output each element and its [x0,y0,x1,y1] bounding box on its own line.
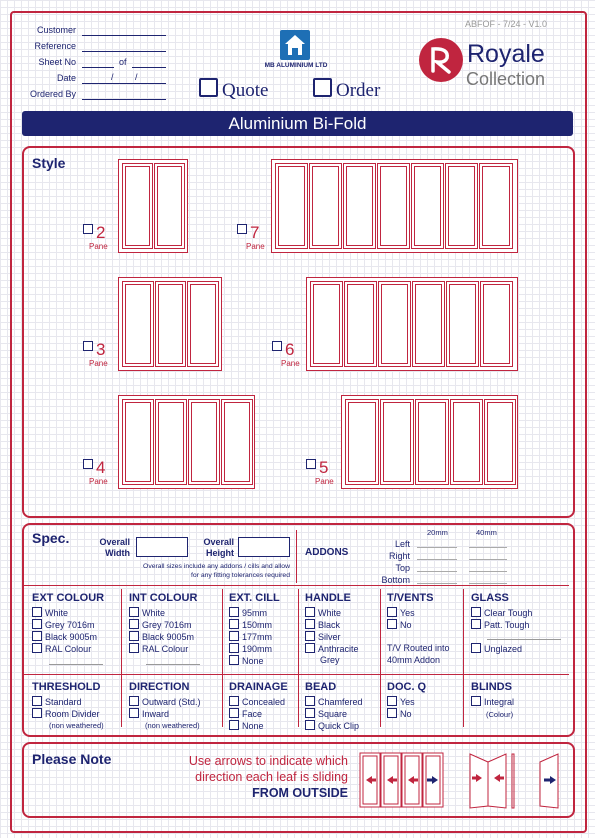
spec-col-divider-3 [298,589,299,727]
checkbox[interactable] [387,607,397,617]
ext-colour-title: EXT COLOUR [32,592,105,604]
addon-bottom-20[interactable] [417,583,457,584]
ext-cill-95[interactable]: 95mm [229,607,267,619]
quote-option[interactable] [199,78,268,102]
addon-right-40[interactable] [469,559,507,560]
order-checkbox[interactable] [313,78,332,97]
direction-inward[interactable]: Inward [129,708,169,720]
direction-note: (non weathered) [145,721,200,730]
checkbox[interactable] [32,696,42,706]
addon-right-20[interactable] [417,559,457,560]
order-option[interactable] [313,78,380,102]
bead-title: BEAD [305,681,337,693]
ext-cill-190[interactable]: 190mm [229,643,272,655]
ext-colour-white[interactable]: White [32,607,68,619]
ext-colour-ral[interactable]: RAL Colour [32,643,91,655]
checkbox[interactable] [32,631,42,641]
int-colour-title: INT COLOUR [129,592,198,604]
sheet-no-label: Sheet No [38,57,76,67]
glass-clear[interactable]: Clear Tough [471,607,532,619]
ext-colour-ral-field[interactable] [49,664,103,665]
sliding-direction-diagram [358,750,568,810]
checkbox[interactable] [471,607,481,617]
blinds-colour-note: (Colour) [486,710,514,719]
form-title: Aluminium Bi-Fold [22,111,573,136]
bead-quick-clip[interactable]: Quick Clip [305,720,359,732]
int-colour-white[interactable]: White [129,607,165,619]
checkbox[interactable] [229,720,239,730]
checkbox[interactable] [32,643,42,653]
collection-brand: Collection [466,69,546,89]
checkbox[interactable] [229,619,239,629]
checkbox[interactable] [229,631,239,641]
checkbox[interactable] [229,655,239,665]
drainage-none[interactable]: None [229,720,264,732]
doc-q-yes[interactable]: Yes [387,696,415,708]
addon-col-20mm: 20mm [427,528,448,537]
int-colour-grey[interactable]: Grey 7016m [129,619,192,631]
spec-col-divider-4 [380,589,381,727]
checkbox[interactable] [229,643,239,653]
checkbox[interactable] [129,708,139,718]
checkbox[interactable] [471,643,481,653]
customer-field[interactable] [82,35,166,36]
glass-unglazed[interactable]: Unglazed [471,643,522,655]
spec-col-divider-2 [222,589,223,727]
customer-label: Customer [36,25,76,35]
house-icon [280,30,310,60]
addon-left-label: Left [394,539,410,549]
checkbox[interactable] [129,631,139,641]
drainage-title: DRAINAGE [229,681,288,693]
checkbox[interactable] [129,696,139,706]
ordered-by-field[interactable] [82,99,166,100]
r-monogram-icon [419,38,463,82]
mb-logo [280,30,310,60]
pane-label: Pane [89,477,108,486]
date-sep-2: / [135,72,138,82]
date-label: Date [56,73,76,83]
int-colour-black[interactable]: Black 9005m [129,631,194,643]
ordered-by-label: Ordered By [29,89,76,99]
int-colour-ral-field[interactable] [146,664,200,665]
style-2-checkbox[interactable] [83,224,93,234]
doc-q-no[interactable]: No [387,708,412,720]
checkbox[interactable] [305,607,315,617]
style-option-7[interactable] [237,223,265,251]
doc-q-title: DOC. Q [387,681,427,693]
bead-square[interactable]: Square [305,708,347,720]
please-note-line-1: Use arrows to indicate which [188,754,348,768]
addon-top-20[interactable] [417,571,457,572]
style-3-checkbox[interactable] [83,341,93,351]
blinds-integral[interactable]: Integral [471,696,514,708]
checkbox[interactable] [129,607,139,617]
drainage-concealed[interactable]: Concealed [229,696,285,708]
please-note-line-3: FROM OUTSIDE [252,786,348,800]
spec-divider [296,530,297,583]
handle-title: HANDLE [305,592,351,604]
tvents-note-1: T/V Routed into [387,643,450,653]
direction-outward[interactable]: Outward (Std.) [129,696,201,708]
quote-checkbox[interactable] [199,78,218,97]
style-6-number: 6 [285,340,295,359]
style-heading: Style [32,155,66,171]
checkbox[interactable] [305,631,315,641]
spec-heading: Spec. [32,530,70,546]
style-4-checkbox[interactable] [83,459,93,469]
order-label: Order [336,80,381,101]
addon-top-40[interactable] [469,571,507,572]
int-colour-ral[interactable]: RAL Colour [129,643,188,655]
handle-anthracite[interactable]: Anthracite [305,643,359,655]
glass-patt[interactable]: Patt. Tough [471,619,529,631]
please-note-heading: Please Note [32,751,112,767]
style-5-number: 5 [319,458,329,477]
glass-title: GLASS [471,592,509,604]
window-2-pane [118,159,188,253]
spec-col-divider-1 [121,589,122,727]
blinds-title: BLINDS [471,681,512,693]
sheet-total-field[interactable] [132,67,166,68]
addon-left-40[interactable] [469,547,507,548]
ext-cill-177[interactable]: 177mm [229,631,272,643]
addon-bottom-label: Bottom [381,575,410,585]
tvents-note-2: 40mm Addon [387,655,441,665]
spec-row-divider-2 [24,674,569,675]
threshold-room-divider[interactable]: Room Divider [32,708,100,720]
checkbox[interactable] [229,607,239,617]
checkbox[interactable] [387,708,397,718]
overall-height-label: Overall Height [203,537,234,558]
checkbox[interactable] [305,720,315,730]
style-5-checkbox[interactable] [306,459,316,469]
threshold-note: (non weathered) [49,721,104,730]
date-sep-1: / [111,72,114,82]
ext-cill-150[interactable]: 150mm [229,619,272,631]
spec-col-divider-5 [463,589,464,727]
please-note-text [150,753,348,801]
checkbox[interactable] [229,696,239,706]
glass-other-field[interactable] [487,639,561,640]
sheet-no-field[interactable] [82,67,114,68]
ext-cill-title: EXT. CILL [229,592,280,604]
addon-top-label: Top [395,563,410,573]
overall-width-input[interactable] [136,537,188,557]
addon-left-20[interactable] [417,547,457,548]
style-option-4[interactable] [83,458,108,486]
checkbox[interactable] [129,643,139,653]
style-option-3[interactable] [83,340,108,368]
window-5-pane [341,395,518,489]
window-7-pane [271,159,518,253]
pane-label: Pane [89,242,108,251]
checkbox[interactable] [471,696,481,706]
checkbox[interactable] [32,708,42,718]
tvents-title: T/VENTS [387,592,434,604]
window-4-pane [118,395,255,489]
checkbox[interactable] [229,708,239,718]
checkbox[interactable] [305,696,315,706]
handle-silver[interactable]: Silver [305,631,341,643]
bead-chamfered[interactable]: Chamfered [305,696,363,708]
direction-title: DIRECTION [129,681,190,693]
royale-logo-mark [419,38,463,82]
style-3-number: 3 [96,340,106,359]
overall-sizes-note-2: for any fitting tolerances required [191,572,290,579]
addon-right-label: Right [388,551,410,561]
checkbox[interactable] [32,607,42,617]
sheet-of-label: of [119,57,127,67]
overall-sizes-note-1: Overall sizes include any addons / cills and allow [143,563,290,570]
threshold-title: THRESHOLD [32,681,101,693]
style-7-checkbox[interactable] [237,224,247,234]
window-6-pane [306,277,518,371]
handle-black[interactable]: Black [305,619,340,631]
checkbox[interactable] [305,643,315,653]
date-field[interactable] [82,83,166,84]
style-option-5[interactable] [306,458,334,486]
checkbox[interactable] [471,619,481,629]
checkbox[interactable] [387,696,397,706]
checkbox[interactable] [387,619,397,629]
please-note-line-2: direction each leaf is sliding [195,770,348,784]
pane-label: Pane [89,359,108,368]
style-4-number: 4 [96,458,106,477]
window-3-pane [118,277,222,371]
drainage-face[interactable]: Face [229,708,262,720]
handle-anthracite-grey: Grey [320,655,340,665]
overall-height-input[interactable] [238,537,290,557]
style-6-checkbox[interactable] [272,341,282,351]
overall-width-label: Overall Width [99,537,130,558]
ext-colour-black[interactable]: Black 9005m [32,631,97,643]
checkbox[interactable] [305,619,315,629]
spec-row-divider-1 [24,585,569,586]
reference-field[interactable] [82,51,166,52]
checkbox[interactable] [129,619,139,629]
handle-white[interactable]: White [305,607,341,619]
reference-label: Reference [34,41,76,51]
addon-bottom-40[interactable] [469,583,507,584]
threshold-standard[interactable]: Standard [32,696,82,708]
quote-label: Quote [222,80,269,101]
style-2-number: 2 [96,223,106,242]
pane-label: Pane [315,477,334,486]
ext-cill-none[interactable]: None [229,655,264,667]
mb-logo-text: MB ALUMINIUM LTD [264,62,328,69]
tvents-yes[interactable]: Yes [387,607,415,619]
form-code: ABFOF - 7/24 - V1.0 [465,19,548,29]
pane-label: Pane [281,359,300,368]
checkbox[interactable] [32,619,42,629]
addons-label: ADDONS [305,547,349,558]
style-option-2[interactable] [83,223,108,251]
royale-brand: Royale [467,40,545,68]
ext-colour-grey[interactable]: Grey 7016m [32,619,95,631]
style-7-number: 7 [250,223,260,242]
style-option-6[interactable] [272,340,300,368]
addon-col-40mm: 40mm [476,528,497,537]
checkbox[interactable] [305,708,315,718]
pane-label: Pane [246,242,265,251]
tvents-no[interactable]: No [387,619,412,631]
